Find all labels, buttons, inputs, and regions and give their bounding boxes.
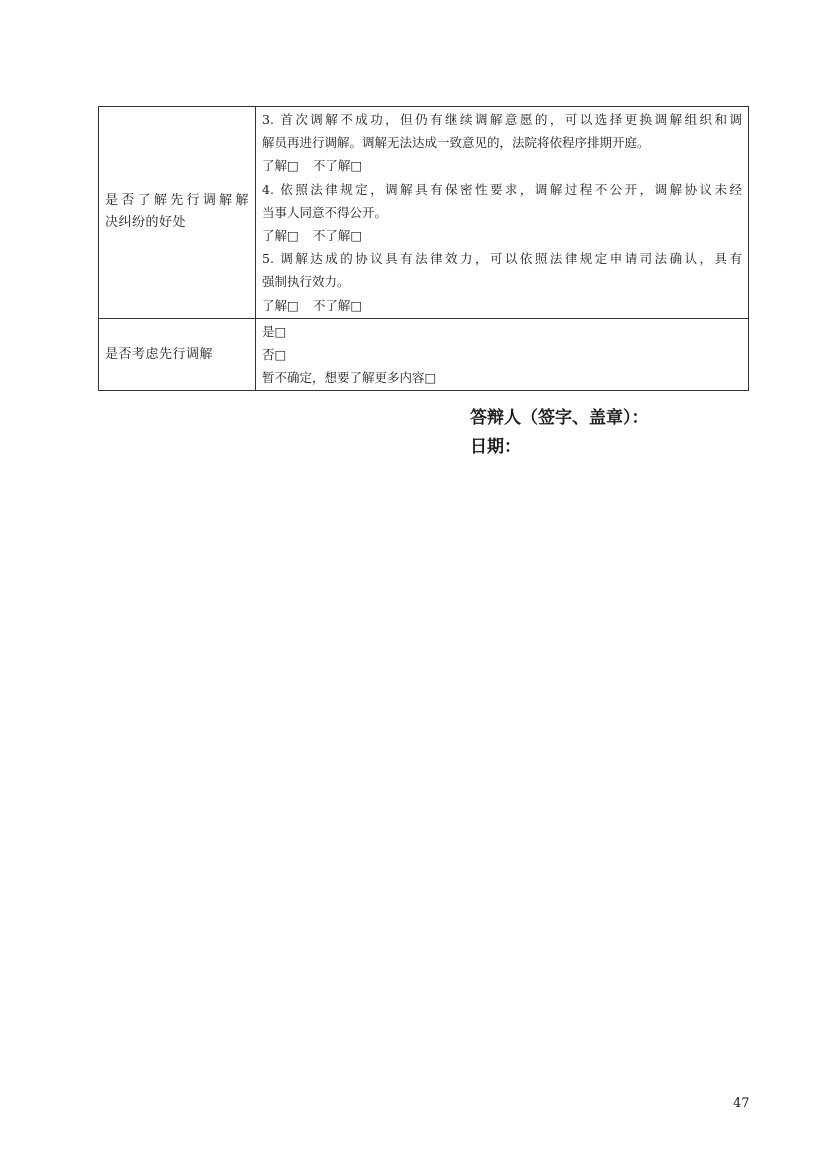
item-4-text-line: 当事人同意不得公开。 [262,204,388,220]
choice-undecided-checkbox[interactable]: 暂不确定，想要了解更多内容□ [262,370,437,386]
signer-label: 答辩人（签字、盖章）： [470,408,649,428]
choice-no-checkbox[interactable]: 否□ [262,347,287,363]
option-not-understand-checkbox[interactable]: 不了解□ [312,228,363,244]
date-label: 日期： [470,437,521,457]
table-row [99,318,749,391]
choice-yes-checkbox[interactable]: 是□ [262,323,287,339]
option-understand-checkbox[interactable]: 了解□ [262,228,299,244]
row-label-mediation-benefits [99,107,256,319]
label-line: 决纠纷的好处 [105,215,187,231]
label-line: 是否了解先行调解解 [105,193,249,209]
item-5-options [262,294,742,317]
row-content-mediation-benefits [256,107,749,319]
option-not-understand-checkbox[interactable]: 不了解□ [312,297,363,313]
option-understand-checkbox[interactable]: 了解□ [262,297,299,313]
signature-block [470,404,649,462]
item-3-text-line: 解员再进行调解。调解无法达成一致意见的，法院将依程序排期开庭。 [262,135,650,151]
item-5-text-line: 强制执行效力。 [262,274,350,290]
option-not-understand-checkbox[interactable]: 不了解□ [312,158,363,174]
item-3-text-line: 3. 首次调解不成功，但仍有继续调解意愿的，可以选择更换调解组织和调 [262,112,742,127]
table-row [99,107,749,319]
row-content-consider-mediation [256,318,749,391]
item-4-text-line: 4. 依照法律规定，调解具有保密性要求，调解过程不公开，调解协议未经 [262,181,742,197]
item-5-text-line: 5. 调解达成的协议具有法律效力，可以依照法律规定申请司法确认，具有 [262,251,742,267]
item-4-options [262,224,742,247]
page-number: 47 [733,1096,750,1111]
row-label-consider-mediation: 是否考虑先行调解 [99,318,256,391]
mediation-form-table [98,106,749,391]
item-3-options [262,154,742,177]
option-understand-checkbox[interactable]: 了解□ [262,158,299,174]
